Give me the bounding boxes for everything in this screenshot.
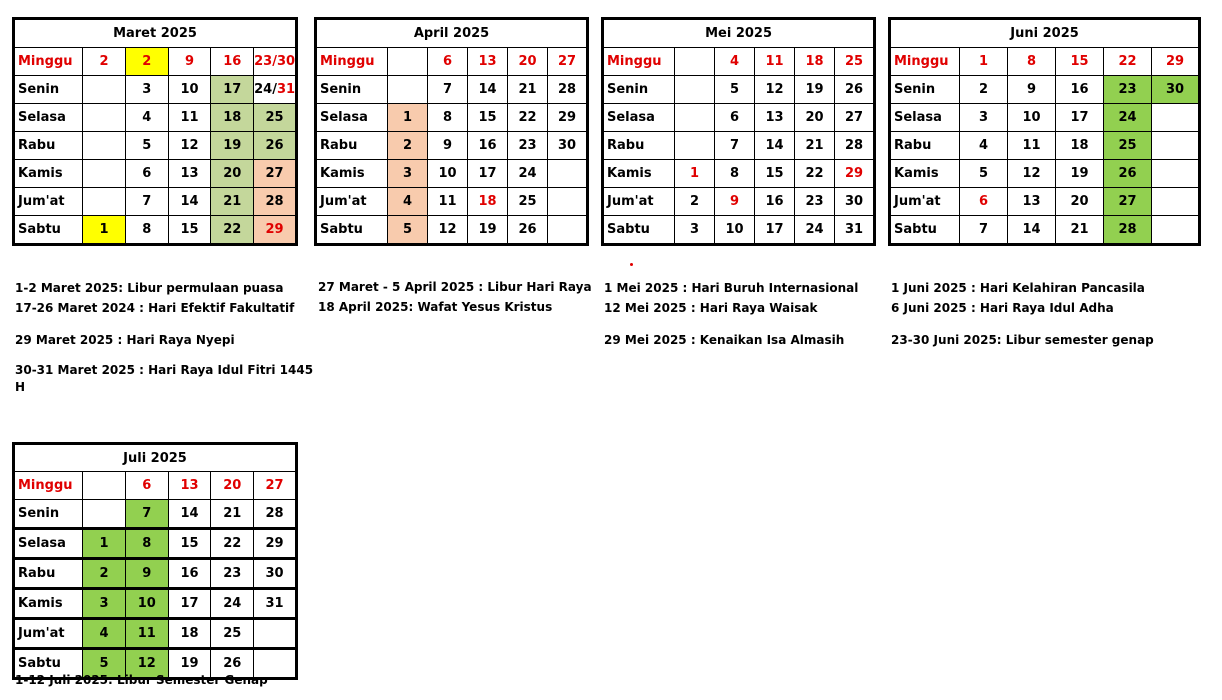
date-cell: 4 — [715, 48, 755, 76]
date-cell: 17 — [168, 589, 211, 619]
date-cell: 20 — [211, 472, 254, 500]
note-line: 29 Mei 2025 : Kenaikan Isa Almasih — [604, 333, 845, 347]
date-cell: 4 — [83, 619, 126, 649]
calendar-mei-2025 — [601, 17, 876, 246]
date-cell — [83, 500, 126, 529]
date-cell: 8 — [125, 529, 168, 559]
date-cell: 3 — [960, 104, 1008, 132]
date-cell: 12 — [1008, 160, 1056, 188]
day-label-selasa: Selasa — [603, 104, 675, 132]
note-line: 30-31 Maret 2025 : Hari Raya Idul Fitri 1445 — [15, 363, 314, 377]
date-cell: 26 — [254, 132, 297, 160]
date-cell — [83, 76, 126, 104]
date-cell: 16 — [1056, 76, 1104, 104]
date-cell — [675, 48, 715, 76]
date-cell — [83, 132, 126, 160]
date-cell: 9 — [125, 559, 168, 589]
date-cell: 6 — [960, 188, 1008, 216]
date-cell: 19 — [168, 649, 211, 679]
calendar-juni-2025 — [888, 17, 1201, 246]
date-cell: 13 — [168, 160, 211, 188]
date-cell: 1 — [675, 160, 715, 188]
date-cell: 28 — [254, 188, 297, 216]
date-cell: 17 — [755, 216, 795, 245]
date-cell: 20 — [1056, 188, 1104, 216]
date-cell — [675, 132, 715, 160]
day-label-minggu: Minggu — [14, 48, 83, 76]
day-label-rabu: Rabu — [890, 132, 960, 160]
date-cell: 15 — [468, 104, 508, 132]
date-cell: 19 — [468, 216, 508, 245]
date-cell: 10 — [168, 76, 211, 104]
date-cell: 2 — [388, 132, 428, 160]
note-line: 23-30 Juni 2025: Libur semester genap — [891, 333, 1154, 347]
date-cell: 28 — [835, 132, 875, 160]
date-cell: 26 — [508, 216, 548, 245]
date-cell — [675, 104, 715, 132]
day-label-minggu: Minggu — [316, 48, 388, 76]
date-cell: 30 — [1152, 76, 1200, 104]
date-cell: 14 — [468, 76, 508, 104]
date-cell — [388, 76, 428, 104]
date-cell: 5 — [388, 216, 428, 245]
day-label-senin: Senin — [316, 76, 388, 104]
date-cell: 22 — [508, 104, 548, 132]
date-cell: 24 — [795, 216, 835, 245]
date-cell: 1 — [388, 104, 428, 132]
date-cell: 15 — [168, 529, 211, 559]
date-part-red: 31 — [276, 82, 296, 97]
date-cell: 14 — [168, 188, 211, 216]
date-cell: 7 — [125, 500, 168, 529]
day-label-minggu: Minggu — [890, 48, 960, 76]
date-cell: 18 — [211, 104, 254, 132]
date-cell: 11 — [168, 104, 211, 132]
date-cell: 16 — [211, 48, 254, 76]
date-cell: 5 — [83, 649, 126, 679]
date-cell: 18 — [468, 188, 508, 216]
date-cell — [83, 188, 126, 216]
date-cell — [83, 472, 126, 500]
note-line: 6 Juni 2025 : Hari Raya Idul Adha — [891, 301, 1114, 315]
date-cell — [1152, 160, 1200, 188]
calendar-juli-2025 — [12, 442, 298, 680]
day-label-sabtu: Sabtu — [14, 216, 83, 245]
note-line: 18 April 2025: Wafat Yesus Kristus — [318, 300, 553, 314]
date-cell: 17 — [1056, 104, 1104, 132]
date-cell: 22 — [211, 529, 254, 559]
date-cell: 6 — [125, 160, 168, 188]
date-cell: 23/30 — [254, 48, 297, 76]
date-cell: 17 — [211, 76, 254, 104]
month-title: April 2025 — [316, 19, 588, 48]
date-cell: 20 — [795, 104, 835, 132]
note-line: 1-2 Maret 2025: Libur permulaan puasa — [15, 281, 284, 295]
date-cell: 24 — [1104, 104, 1152, 132]
date-cell: 12 — [428, 216, 468, 245]
date-cell: 13 — [468, 48, 508, 76]
day-label-rabu: Rabu — [14, 559, 83, 589]
date-cell — [83, 160, 126, 188]
date-cell: 9 — [168, 48, 211, 76]
date-cell: 31 — [835, 216, 875, 245]
date-cell: 8 — [428, 104, 468, 132]
date-cell: 29 — [1152, 48, 1200, 76]
date-cell: 29 — [254, 216, 297, 245]
day-label-selasa: Selasa — [14, 529, 83, 559]
date-cell: 24 — [211, 589, 254, 619]
date-cell: 27 — [835, 104, 875, 132]
date-cell: 19 — [1056, 160, 1104, 188]
date-cell: 8 — [125, 216, 168, 245]
notes-maret — [15, 278, 313, 396]
date-cell: 21 — [211, 188, 254, 216]
date-cell: 9 — [1008, 76, 1056, 104]
date-cell: 4 — [960, 132, 1008, 160]
date-cell: 26 — [1104, 160, 1152, 188]
date-cell: 27 — [254, 160, 297, 188]
day-label-jumat: Jum'at — [316, 188, 388, 216]
date-cell: 28 — [254, 500, 297, 529]
notes-mei — [604, 278, 858, 350]
date-cell: 27 — [1104, 188, 1152, 216]
date-cell: 12 — [755, 76, 795, 104]
date-cell: 5 — [715, 76, 755, 104]
date-cell: 4 — [125, 104, 168, 132]
date-cell: 12 — [168, 132, 211, 160]
date-cell: 26 — [835, 76, 875, 104]
date-cell — [1152, 104, 1200, 132]
date-cell: 15 — [1056, 48, 1104, 76]
date-cell — [548, 188, 588, 216]
date-cell-split — [254, 76, 297, 104]
date-cell: 10 — [428, 160, 468, 188]
month-title: Maret 2025 — [14, 19, 297, 48]
note-line: 27 Maret - 5 April 2025 : Libur Hari Raya — [318, 280, 592, 294]
date-cell: 6 — [428, 48, 468, 76]
day-label-sabtu: Sabtu — [890, 216, 960, 245]
date-cell: 21 — [795, 132, 835, 160]
date-cell: 3 — [388, 160, 428, 188]
date-cell: 4 — [388, 188, 428, 216]
day-label-jumat: Jum'at — [603, 188, 675, 216]
day-label-senin: Senin — [14, 76, 83, 104]
date-cell: 7 — [960, 216, 1008, 245]
day-label-sabtu: Sabtu — [603, 216, 675, 245]
date-cell: 16 — [168, 559, 211, 589]
date-cell — [1152, 216, 1200, 245]
date-cell: 7 — [428, 76, 468, 104]
date-cell: 1 — [83, 529, 126, 559]
date-cell: 2 — [125, 48, 168, 76]
red-dot-mark — [630, 263, 633, 266]
date-cell: 27 — [254, 472, 297, 500]
date-cell — [254, 619, 297, 649]
date-cell: 25 — [508, 188, 548, 216]
note-line: 1 Juni 2025 : Hari Kelahiran Pancasila — [891, 281, 1145, 295]
month-title: Juni 2025 — [890, 19, 1200, 48]
calendar-maret-2025 — [12, 17, 298, 246]
date-cell: 19 — [211, 132, 254, 160]
date-cell: 2 — [83, 559, 126, 589]
date-cell: 15 — [755, 160, 795, 188]
date-cell: 28 — [548, 76, 588, 104]
day-label-kamis: Kamis — [316, 160, 388, 188]
date-cell: 18 — [795, 48, 835, 76]
note-line: 17-26 Maret 2024 : Hari Efektif Fakultatif — [15, 301, 295, 315]
date-cell: 21 — [1056, 216, 1104, 245]
day-label-selasa: Selasa — [890, 104, 960, 132]
date-part: 24/ — [254, 82, 277, 97]
day-label-jumat: Jum'at — [14, 619, 83, 649]
date-cell: 14 — [168, 500, 211, 529]
date-cell: 3 — [675, 216, 715, 245]
date-cell: 23 — [1104, 76, 1152, 104]
date-cell — [548, 160, 588, 188]
month-title: Mei 2025 — [603, 19, 875, 48]
date-cell: 9 — [428, 132, 468, 160]
date-cell: 25 — [211, 619, 254, 649]
date-cell — [1152, 132, 1200, 160]
date-cell — [548, 216, 588, 245]
date-cell: 10 — [715, 216, 755, 245]
date-cell: 28 — [1104, 216, 1152, 245]
date-cell: 14 — [1008, 216, 1056, 245]
date-cell: 23 — [508, 132, 548, 160]
date-cell: 17 — [468, 160, 508, 188]
note-line: 1-12 Juli 2025: Libur Semester Genap — [15, 673, 268, 687]
date-cell: 7 — [715, 132, 755, 160]
day-label-selasa: Selasa — [316, 104, 388, 132]
date-cell: 2 — [675, 188, 715, 216]
date-cell: 25 — [1104, 132, 1152, 160]
note-line: 12 Mei 2025 : Hari Raya Waisak — [604, 301, 818, 315]
day-label-kamis: Kamis — [14, 160, 83, 188]
day-label-rabu: Rabu — [316, 132, 388, 160]
date-cell: 11 — [428, 188, 468, 216]
day-label-sabtu: Sabtu — [316, 216, 388, 245]
date-cell — [1152, 188, 1200, 216]
day-label-senin: Senin — [14, 500, 83, 529]
notes-juni — [891, 278, 1154, 350]
date-cell: 27 — [548, 48, 588, 76]
date-cell — [83, 104, 126, 132]
date-cell: 10 — [125, 589, 168, 619]
date-cell: 8 — [715, 160, 755, 188]
date-cell: 29 — [548, 104, 588, 132]
day-label-jumat: Jum'at — [14, 188, 83, 216]
date-cell: 18 — [1056, 132, 1104, 160]
day-label-senin: Senin — [603, 76, 675, 104]
date-cell — [388, 48, 428, 76]
date-cell: 22 — [1104, 48, 1152, 76]
day-label-rabu: Rabu — [14, 132, 83, 160]
day-label-kamis: Kamis — [890, 160, 960, 188]
date-cell: 3 — [125, 76, 168, 104]
notes-juli — [15, 670, 268, 690]
date-cell: 15 — [168, 216, 211, 245]
date-cell: 1 — [960, 48, 1008, 76]
day-label-selasa: Selasa — [14, 104, 83, 132]
date-cell: 20 — [211, 160, 254, 188]
day-label-minggu: Minggu — [14, 472, 83, 500]
date-cell: 13 — [168, 472, 211, 500]
date-cell — [675, 76, 715, 104]
day-label-senin: Senin — [890, 76, 960, 104]
date-cell: 11 — [755, 48, 795, 76]
date-cell: 30 — [548, 132, 588, 160]
date-cell: 7 — [125, 188, 168, 216]
day-label-sabtu: Sabtu — [14, 649, 83, 679]
calendar-april-2025 — [314, 17, 589, 246]
date-cell: 30 — [254, 559, 297, 589]
date-cell: 16 — [755, 188, 795, 216]
date-cell: 13 — [1008, 188, 1056, 216]
date-cell: 11 — [1008, 132, 1056, 160]
date-cell: 2 — [83, 48, 126, 76]
day-label-minggu: Minggu — [603, 48, 675, 76]
date-cell: 16 — [468, 132, 508, 160]
date-cell: 5 — [125, 132, 168, 160]
date-cell: 8 — [1008, 48, 1056, 76]
date-cell: 25 — [835, 48, 875, 76]
date-cell: 10 — [1008, 104, 1056, 132]
date-cell: 23 — [211, 559, 254, 589]
date-cell: 20 — [508, 48, 548, 76]
date-cell: 23 — [795, 188, 835, 216]
note-line: 29 Maret 2025 : Hari Raya Nyepi — [15, 333, 235, 347]
date-cell: 29 — [835, 160, 875, 188]
date-cell: 30 — [835, 188, 875, 216]
date-cell: 29 — [254, 529, 297, 559]
note-line: H — [15, 380, 26, 394]
date-cell: 14 — [755, 132, 795, 160]
date-cell: 11 — [125, 619, 168, 649]
date-cell: 22 — [211, 216, 254, 245]
date-cell: 6 — [125, 472, 168, 500]
date-cell: 5 — [960, 160, 1008, 188]
date-cell: 21 — [508, 76, 548, 104]
date-cell: 22 — [795, 160, 835, 188]
date-cell: 24 — [508, 160, 548, 188]
day-label-kamis: Kamis — [603, 160, 675, 188]
date-cell: 26 — [211, 649, 254, 679]
date-cell: 12 — [125, 649, 168, 679]
day-label-jumat: Jum'at — [890, 188, 960, 216]
date-cell: 31 — [254, 589, 297, 619]
date-cell: 1 — [83, 216, 126, 245]
date-cell: 6 — [715, 104, 755, 132]
date-cell: 19 — [795, 76, 835, 104]
date-cell: 13 — [755, 104, 795, 132]
month-title: Juli 2025 — [14, 444, 297, 472]
date-cell: 25 — [254, 104, 297, 132]
day-label-kamis: Kamis — [14, 589, 83, 619]
notes-april — [318, 277, 592, 317]
day-label-rabu: Rabu — [603, 132, 675, 160]
date-cell: 2 — [960, 76, 1008, 104]
date-cell: 18 — [168, 619, 211, 649]
date-cell: 9 — [715, 188, 755, 216]
note-line: 1 Mei 2025 : Hari Buruh Internasional — [604, 281, 859, 295]
date-cell: 21 — [211, 500, 254, 529]
date-cell: 3 — [83, 589, 126, 619]
